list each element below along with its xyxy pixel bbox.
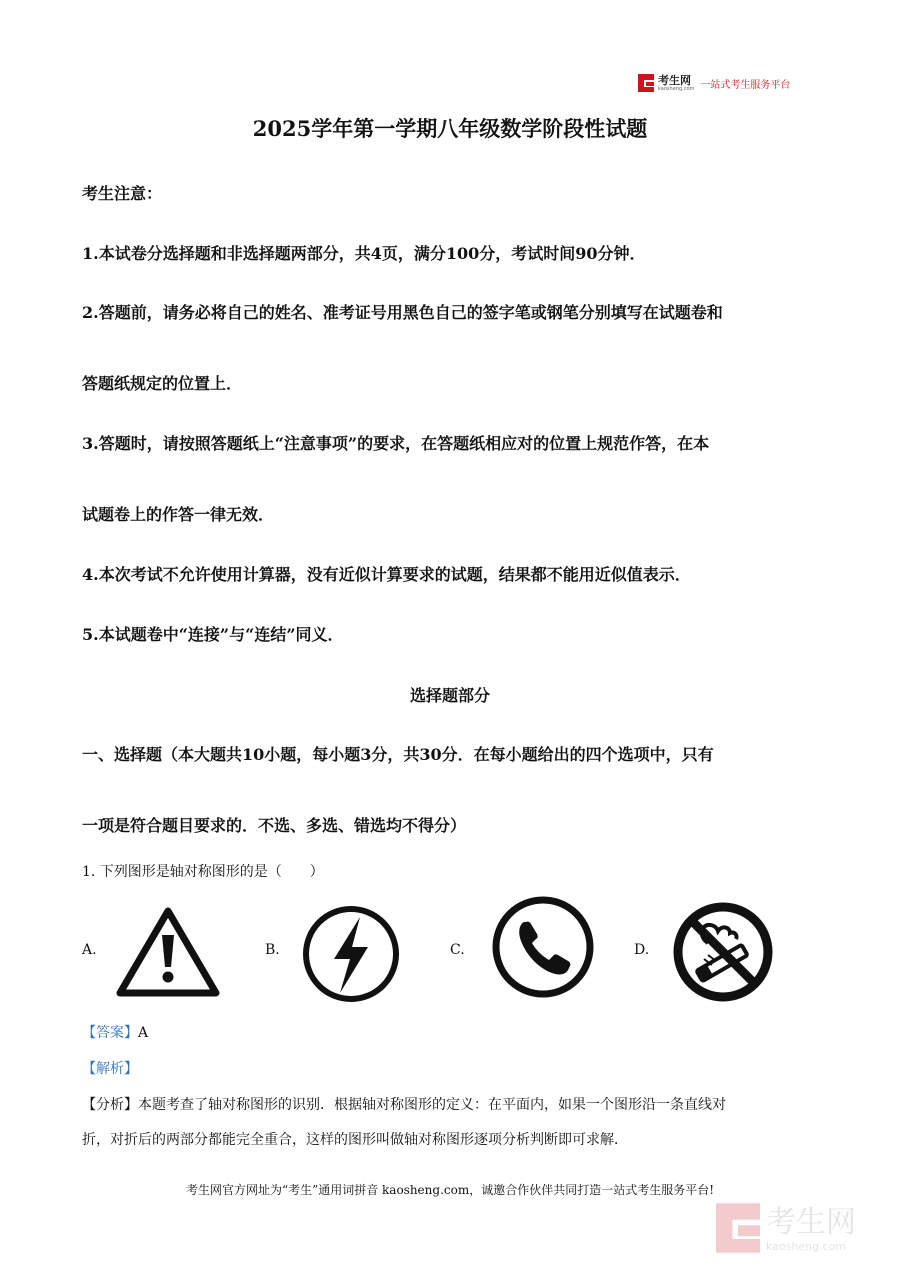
- kaosheng-logo-icon: [638, 74, 654, 92]
- page-title: 2025学年第一学期八年级数学阶段性试题: [252, 116, 648, 141]
- question-text: 1. 下列图形是轴对称图形的是（ ）: [82, 864, 324, 880]
- fenxi-text-1: 本题考查了轴对称图形的识别．根据轴对称图形的定义：在平面内，如果一个图形沿一条直线对: [138, 1097, 726, 1113]
- no-smoking-icon: [668, 899, 778, 1009]
- answer-line: [82, 1022, 148, 1042]
- notice-line-5: 5.本试题卷中“连接”与“连结”同义．: [82, 625, 344, 644]
- option-b-label: B.: [265, 942, 280, 958]
- warning-triangle-icon: [116, 905, 220, 1003]
- footer-text: 考生网官方网址为“考生”通用词拼音 kaosheng.com，诚邀合作伙伴共同打造一站式考生服务平台!: [185, 1183, 715, 1197]
- watermark: [716, 1200, 886, 1260]
- lightning-circle-icon: [300, 903, 402, 1009]
- notice-heading: 考生注意：: [82, 184, 163, 203]
- header-logo: [638, 70, 808, 96]
- answer-value: A: [138, 1025, 149, 1041]
- answer-tag: 【答案】: [82, 1025, 138, 1041]
- fenxi-line-2: 折，对折后的两部分都能完全重合，这样的图形叫做轴对称图形逐项分析判断即可求解．: [82, 1132, 628, 1148]
- logo-brand-domain: kaosheng.com: [658, 85, 695, 92]
- phone-circle-icon: [490, 894, 596, 1004]
- notice-line-2a: 2.答题前，请务必将自己的姓名、准考证号用黑色自己的签字笔或钢笔分别填写在试题卷和: [82, 303, 723, 322]
- logo-brand: [658, 75, 694, 92]
- watermark-domain: kaosheng.com: [766, 1240, 847, 1253]
- notice-line-1: 1.本试卷分选择题和非选择题两部分，共4页，满分100分，考试时间90分钟．: [82, 244, 646, 263]
- logo-tagline: 一站式考生服务平台: [700, 79, 791, 91]
- option-d-label: D.: [634, 942, 650, 958]
- analysis-tag: 【解析】: [82, 1061, 138, 1077]
- notice-line-3b: 试题卷上的作答一律无效．: [82, 505, 275, 524]
- option-c-label: C.: [450, 942, 465, 958]
- fenxi-tag: 【分析】: [82, 1097, 138, 1113]
- notice-line-3a: 3.答题时，请按照答题纸上“注意事项”的要求，在答题纸相应对的位置上规范作答，在本: [82, 434, 710, 453]
- option-a-label: A.: [82, 942, 97, 958]
- watermark-logo-icon: [716, 1203, 760, 1257]
- fenxi-line-1: [82, 1094, 726, 1114]
- section-heading: 选择题部分: [409, 686, 490, 705]
- notice-line-4: 4.本次考试不允许使用计算器，没有近似计算要求的试题，结果都不能用近似值表示．: [82, 565, 691, 584]
- watermark-name: 考生网: [766, 1205, 856, 1240]
- section-instruction-b: 一项是符合题目要求的．不选、多选、错选均不得分）: [82, 816, 467, 835]
- logo-brand-name: 考生网: [658, 73, 691, 87]
- notice-line-2b: 答题纸规定的位置上．: [82, 374, 243, 393]
- section-instruction-a: 一、选择题（本大题共10小题，每小题3分，共30分．在每小题给出的四个选项中，只有: [82, 745, 714, 764]
